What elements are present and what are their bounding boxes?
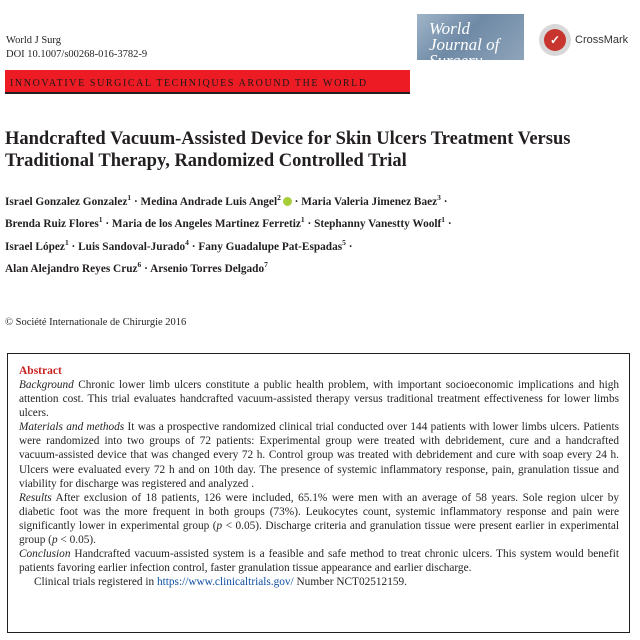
methods-label: Materials and methods <box>19 421 125 434</box>
background-text: Chronic lower limb ulcers constitute a public health problem, with important socioeconomic implications and high attention cost. This trial evaluates handcrafted vacuum-assisted therapy versus traditional treatment effectiveness for lower limbs ulcers. <box>19 379 620 420</box>
author-separator: · <box>133 195 138 208</box>
crossmark-check: ✓ <box>544 29 566 51</box>
author-name[interactable]: Fany Guadalupe Pat-Espadas <box>198 240 343 253</box>
clinicaltrials-link[interactable]: https://www.clinicaltrials.gov/ <box>156 576 294 589</box>
p-value-symbol: p <box>51 534 58 547</box>
author-affiliation: 4 <box>185 237 189 247</box>
author-name[interactable]: Maria de los Angeles Martinez Ferretiz <box>111 218 301 231</box>
author-separator: · <box>71 240 76 253</box>
author-affiliation: 6 <box>137 259 142 269</box>
abstract-methods <box>19 420 619 490</box>
results-text: After exclusion of 18 patients, 126 were included, 65.1% were men with an average of 58 years. Sole region ulcer by diabetic foot was the more frequent in both groups (73%). Leukocytes count, systemic inflammatory response and pain were significantly lower in experimental group ( <box>19 491 620 532</box>
trial-prefix: Clinical trials registered in <box>34 576 157 589</box>
author-affiliation: 7 <box>264 259 268 269</box>
abstract-background <box>19 378 619 420</box>
author-name[interactable]: Maria Valeria Jimenez Baez <box>301 195 438 208</box>
author-name[interactable]: Stephanny Vanestty Woolf <box>314 218 442 231</box>
author-name[interactable]: Luis Sandoval-Jurado <box>78 240 186 253</box>
author-separator: · <box>191 240 196 253</box>
orcid-icon[interactable] <box>283 197 292 206</box>
author-affiliation: 1 <box>98 215 103 225</box>
author-name[interactable]: Alan Alejandro Reyes Cruz <box>5 262 138 275</box>
copyright: © Société Internationale de Chirurgie 2016 <box>5 317 187 328</box>
author-separator: · <box>348 240 353 253</box>
author-affiliation: 2 <box>277 193 281 202</box>
author-separator: · <box>307 218 312 231</box>
methods-text: It was a prospective randomized clinical trial conducted over 144 patients with lower limbs ulcers. Patients were randomized into two groups of 72 patients: Experimental group were treated with debridement, cure and a handcrafted vacuum-assisted device that was changed every 72 h. Control group was treated with debridement and cure with soap every 24 h. Ulcers were evaluated every 72 h and on 10th day. The presence of systemic inflammatory response, pain, granulation tissue and viability for discharge was registered and analyzed . <box>19 421 619 490</box>
author-name[interactable]: Israel Gonzalez Gonzalez <box>5 195 128 208</box>
author-separator: · <box>294 195 299 208</box>
author-name[interactable]: Medina Andrade Luis Angel <box>140 195 278 208</box>
author-separator: · <box>105 218 110 231</box>
journal-logo-text: World Journal of Surgery <box>429 19 500 70</box>
trial-registration <box>19 575 619 589</box>
author-affiliation: 1 <box>300 215 305 225</box>
background-label: Background <box>19 379 74 391</box>
results-text: < 0.05). <box>57 534 96 547</box>
crossmark-link[interactable] <box>539 24 628 56</box>
crossmark-icon <box>539 24 571 56</box>
author-affiliation: 1 <box>127 193 132 202</box>
author-affiliation: 5 <box>342 237 346 247</box>
author-list <box>5 189 625 278</box>
author-affiliation: 3 <box>437 193 441 202</box>
author-separator: · <box>443 195 448 208</box>
results-label: Results <box>19 491 52 504</box>
author-name[interactable]: Arsenio Torres Delgado <box>150 262 265 275</box>
abstract-conclusion <box>19 547 619 575</box>
crossmark-label: CrossMark <box>575 34 629 46</box>
results-text: < 0.05). Discharge criteria and granulation tissue were present earlier in experimental group ( <box>19 519 619 547</box>
conclusion-label: Conclusion <box>19 548 71 561</box>
trial-suffix: Number NCT02512159. <box>293 576 407 589</box>
abstract-box <box>7 353 630 633</box>
section-bar <box>5 70 410 94</box>
author-separator: · <box>144 262 148 275</box>
conclusion-text: Handcrafted vacuum-assisted system is a feasible and safe method to treat chronic ulcers. This system would benefit patients favoring earlier infection control, faster granulation tissue appearance and earlier discharge. <box>19 548 619 575</box>
p-value-symbol: p <box>216 519 223 532</box>
author-affiliation: 1 <box>64 237 69 247</box>
abstract-heading: Abstract <box>19 365 62 377</box>
author-affiliation: 1 <box>441 215 446 225</box>
doi[interactable]: DOI 10.1007/s00268-016-3782-9 <box>6 49 148 60</box>
article-title: Handcrafted Vacuum-Assisted Device for Skin Ulcers Treatment Versus Traditional Therapy, Randomized Controlled Trial <box>5 129 571 171</box>
journal-meta <box>6 34 147 62</box>
journal-name: World J Surg <box>6 35 61 46</box>
abstract-results <box>19 491 619 547</box>
author-name[interactable]: Israel López <box>5 240 65 253</box>
abstract-body <box>19 378 619 589</box>
author-separator: · <box>447 218 452 231</box>
journal-logo[interactable] <box>417 14 524 70</box>
author-name[interactable]: Brenda Ruiz Flores <box>5 218 99 231</box>
section-label: INNOVATIVE SURGICAL TECHNIQUES AROUND THE WORLD <box>10 78 368 89</box>
